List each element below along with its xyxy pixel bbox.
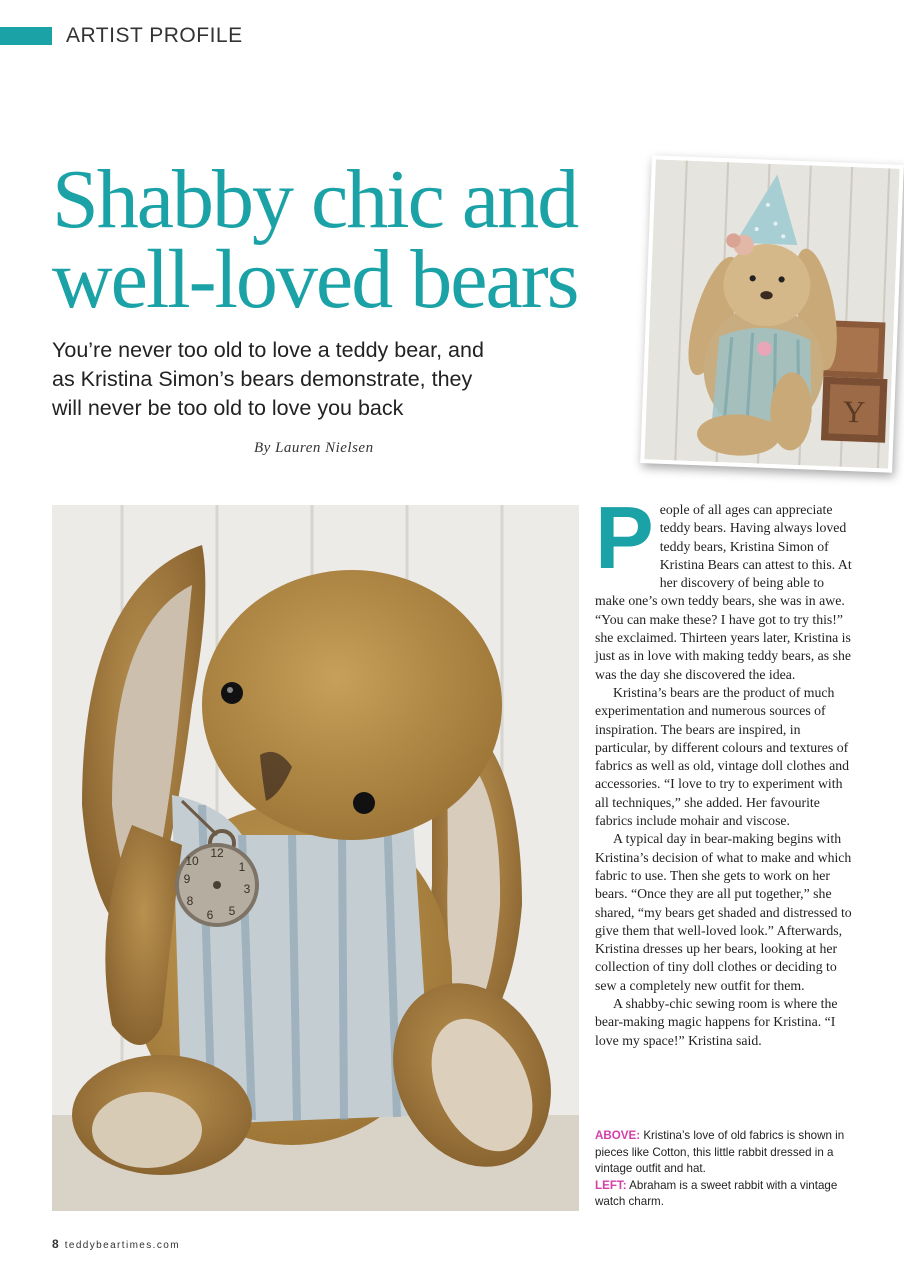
photo-rabbit-cotton <box>640 155 904 472</box>
headline <box>52 153 662 326</box>
headline-line-1: Shabby chic and <box>52 153 578 246</box>
standfirst-line-3: will never be too old to love you back <box>52 396 404 420</box>
caption-above-label: ABOVE: <box>595 1129 641 1142</box>
svg-text:1: 1 <box>238 860 246 874</box>
caption-above-text: Kristina’s love of old fabrics is shown in pieces like Cotton, this little rabbit dressed in a vintage outfit and hat. <box>595 1129 845 1176</box>
caption-left-label: LEFT: <box>595 1178 627 1192</box>
page-footer <box>52 1237 180 1251</box>
drop-cap: P <box>595 488 654 587</box>
caption-above <box>595 1128 857 1178</box>
rabbit-abraham-image <box>52 505 579 1211</box>
paragraph-4: A shabby-chic sewing room is where the bear-making magic happens for Kristina. “I love my space!” Kristina said. <box>595 996 838 1048</box>
svg-text:5: 5 <box>228 904 236 918</box>
caption-left <box>595 1178 857 1211</box>
photo-rabbit-abraham <box>52 505 579 1211</box>
standfirst-line-2: as Kristina Simon’s bears demonstrate, they <box>52 367 473 391</box>
section-color-bar <box>0 27 52 45</box>
svg-text:Y: Y <box>842 393 866 430</box>
standfirst <box>52 336 572 423</box>
paragraph-2: Kristina’s bears are the product of much experimentation and numerous sources of inspiration. The bears are inspired, in particular, by different colours and textures of fabrics as well as old, vintage doll clothes and accessories. “I love to try to experiment with all techniques,” she added. Her favourite fabrics include mohair and viscose. <box>595 684 850 829</box>
svg-text:3: 3 <box>243 882 251 896</box>
page-number: 8 <box>52 1237 59 1251</box>
section-label: ARTIST PROFILE <box>66 24 243 47</box>
rabbit-cotton-image <box>644 159 899 468</box>
paragraph-3: A typical day in bear-making begins with Kristina’s decision of what to make and which fabric to use. Then she gets to work on her bears. “Once they are all put together,” she shared, “my bears get shaded and distressed to give them that well-loved look.” Afterwards, Kristina dresses up her bears, looking at her collection of tiny doll clothes or deciding to sew a completely new outfit for them. <box>595 831 852 993</box>
svg-text:9: 9 <box>183 872 191 886</box>
svg-text:8: 8 <box>186 894 194 908</box>
paragraph-1: eople of all ages can appreciate teddy bears. Having always loved teddy bears, Kristina Simon of Kristina Bears can attest to this. At her discovery of being able to make one’s own teddy bears, she was in awe. “You can make these? I have got to try this!” she exclaimed. Thirteen years later, Kristina is just as in love with making teddy bears, as she was the day she discovered the idea. <box>595 502 852 682</box>
svg-text:10: 10 <box>185 854 199 868</box>
headline-line-2: well-loved bears <box>52 233 578 326</box>
footer-website: teddybeartimes.com <box>64 1240 180 1251</box>
standfirst-line-1: You’re never too old to love a teddy bear, and <box>52 338 484 362</box>
caption-left-text: Abraham is a sweet rabbit with a vintage watch charm. <box>595 1178 838 1209</box>
photo-captions <box>595 1128 857 1211</box>
article-body <box>595 488 857 1050</box>
byline: By Lauren Nielsen <box>254 440 374 456</box>
svg-text:12: 12 <box>210 846 224 860</box>
svg-text:6: 6 <box>206 908 214 922</box>
